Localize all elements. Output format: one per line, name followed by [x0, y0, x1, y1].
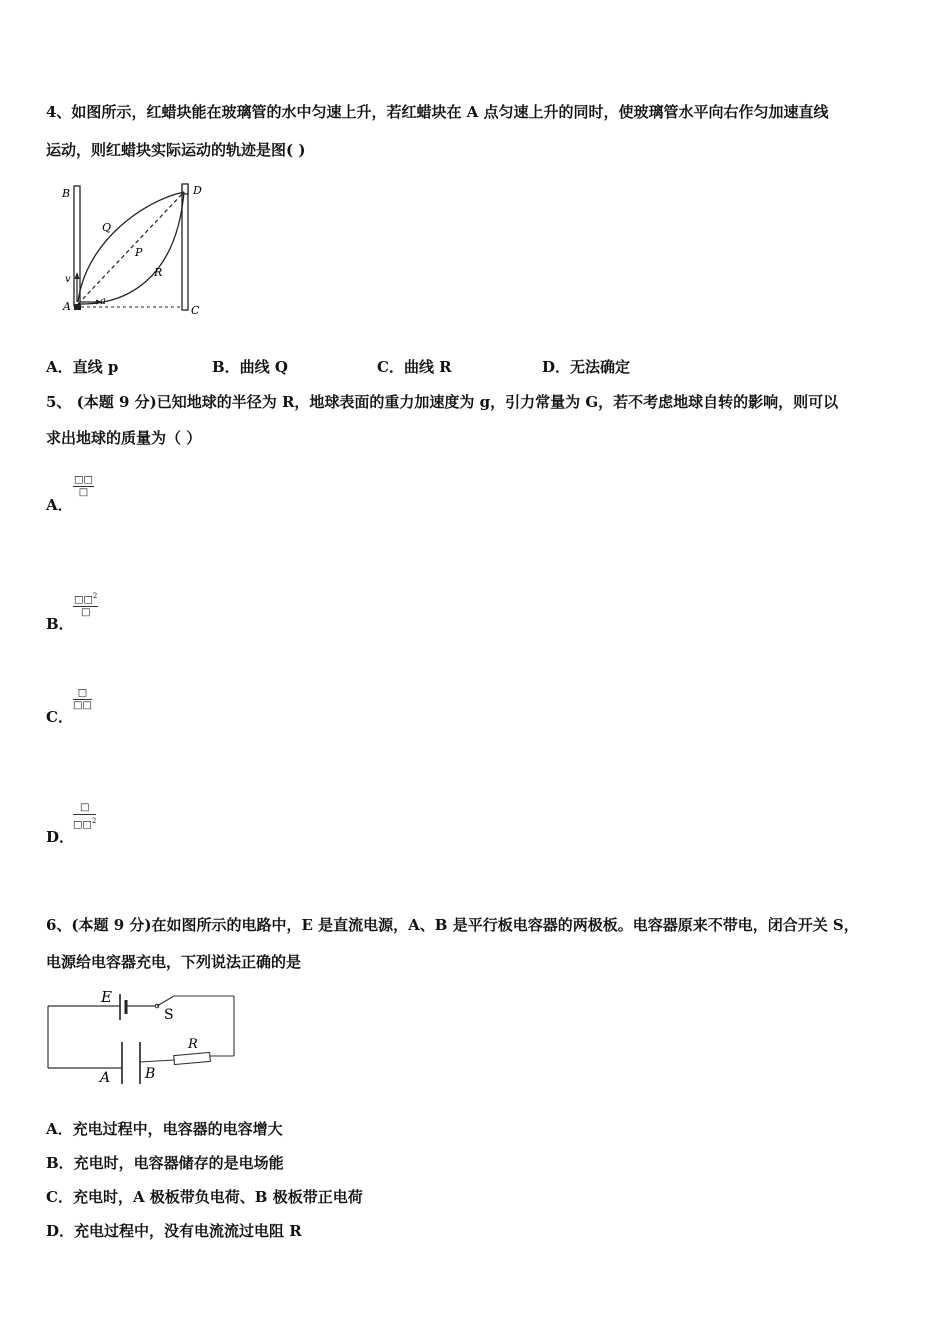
q6-option-c[interactable]: C．充电时，A 极板带负电荷、B 极板带正电荷	[46, 1188, 363, 1206]
q6-label-B: B	[145, 1066, 156, 1082]
q5-option-c-formula: □ □□	[73, 683, 92, 712]
q4-option-d[interactable]: D．无法确定	[542, 358, 631, 376]
q4-label-R: R	[154, 266, 163, 279]
q6-stem-line1: 6、(本题 9 分)在如图所示的电路中，E 是直流电源，A、B 是平行板电容器的两极板。电容器原来不带电，闭合开关 S，	[46, 916, 859, 934]
q5-option-d[interactable]: D．	[46, 828, 75, 846]
q4-label-A: A	[63, 300, 71, 313]
q6-label-R: R	[188, 1037, 198, 1052]
q5-stem-line1: 5、 (本题 9 分)已知地球的半径为 R，地球表面的重力加速度为 g，引力常量为 G，若不考虑地球自转的影响，则可以	[46, 393, 839, 411]
q4-label-v: v	[65, 274, 71, 285]
q5-option-b-formula: □□$^2$ □	[74, 592, 98, 619]
q6-circuit-figure	[44, 984, 244, 1088]
q6-label-S: S	[164, 1007, 174, 1023]
q6-option-b[interactable]: B．充电时，电容器储存的是电场能	[46, 1154, 284, 1172]
q4-label-C: C	[191, 304, 200, 317]
q4-curve-Q	[78, 192, 184, 302]
q5-option-a-formula: □□ □	[73, 470, 94, 499]
q5-option-c[interactable]: C．	[46, 708, 73, 726]
q6-label-E: E	[101, 988, 112, 1006]
q5-stem-line2: 求出地球的质量为（ ）	[46, 429, 202, 447]
q6-option-d[interactable]: D．充电过程中，没有电流流过电阻 R	[46, 1222, 302, 1240]
q4-label-Q: Q	[102, 221, 112, 234]
q4-stem-line1: 4、如图所示，红蜡块能在玻璃管的水中匀速上升，若红蜡块在 A 点匀速上升的同时，使玻璃管水平向右作匀加速直线	[46, 103, 829, 121]
q4-figure	[56, 180, 216, 320]
q6-stem-line2: 电源给电容器充电，下列说法正确的是	[46, 953, 302, 971]
q6-option-a[interactable]: A．充电过程中，电容器的电容增大	[46, 1120, 283, 1138]
q4-label-a: a	[100, 296, 106, 307]
q4-label-B: B	[62, 187, 71, 200]
q4-option-b[interactable]: B．曲线 Q	[212, 358, 288, 376]
q4-label-P: P	[135, 246, 143, 259]
q4-label-D: D	[193, 184, 202, 197]
q5-option-d-formula: □ □□$^2$	[73, 802, 97, 831]
q6-switch-blade	[157, 996, 174, 1006]
q6-label-A: A	[100, 1070, 111, 1086]
q4-line-P	[78, 192, 184, 304]
q6-resistor	[174, 1052, 211, 1064]
q4-stem-line2: 运动，则红蜡块实际运动的轨迹是图( )	[46, 141, 306, 159]
q5-option-b[interactable]: B．	[46, 615, 74, 633]
q4-option-c[interactable]: C．曲线 R	[377, 358, 452, 376]
q4-option-a[interactable]: A．直线 p	[46, 358, 119, 376]
q5-option-a[interactable]: A．	[46, 496, 73, 514]
